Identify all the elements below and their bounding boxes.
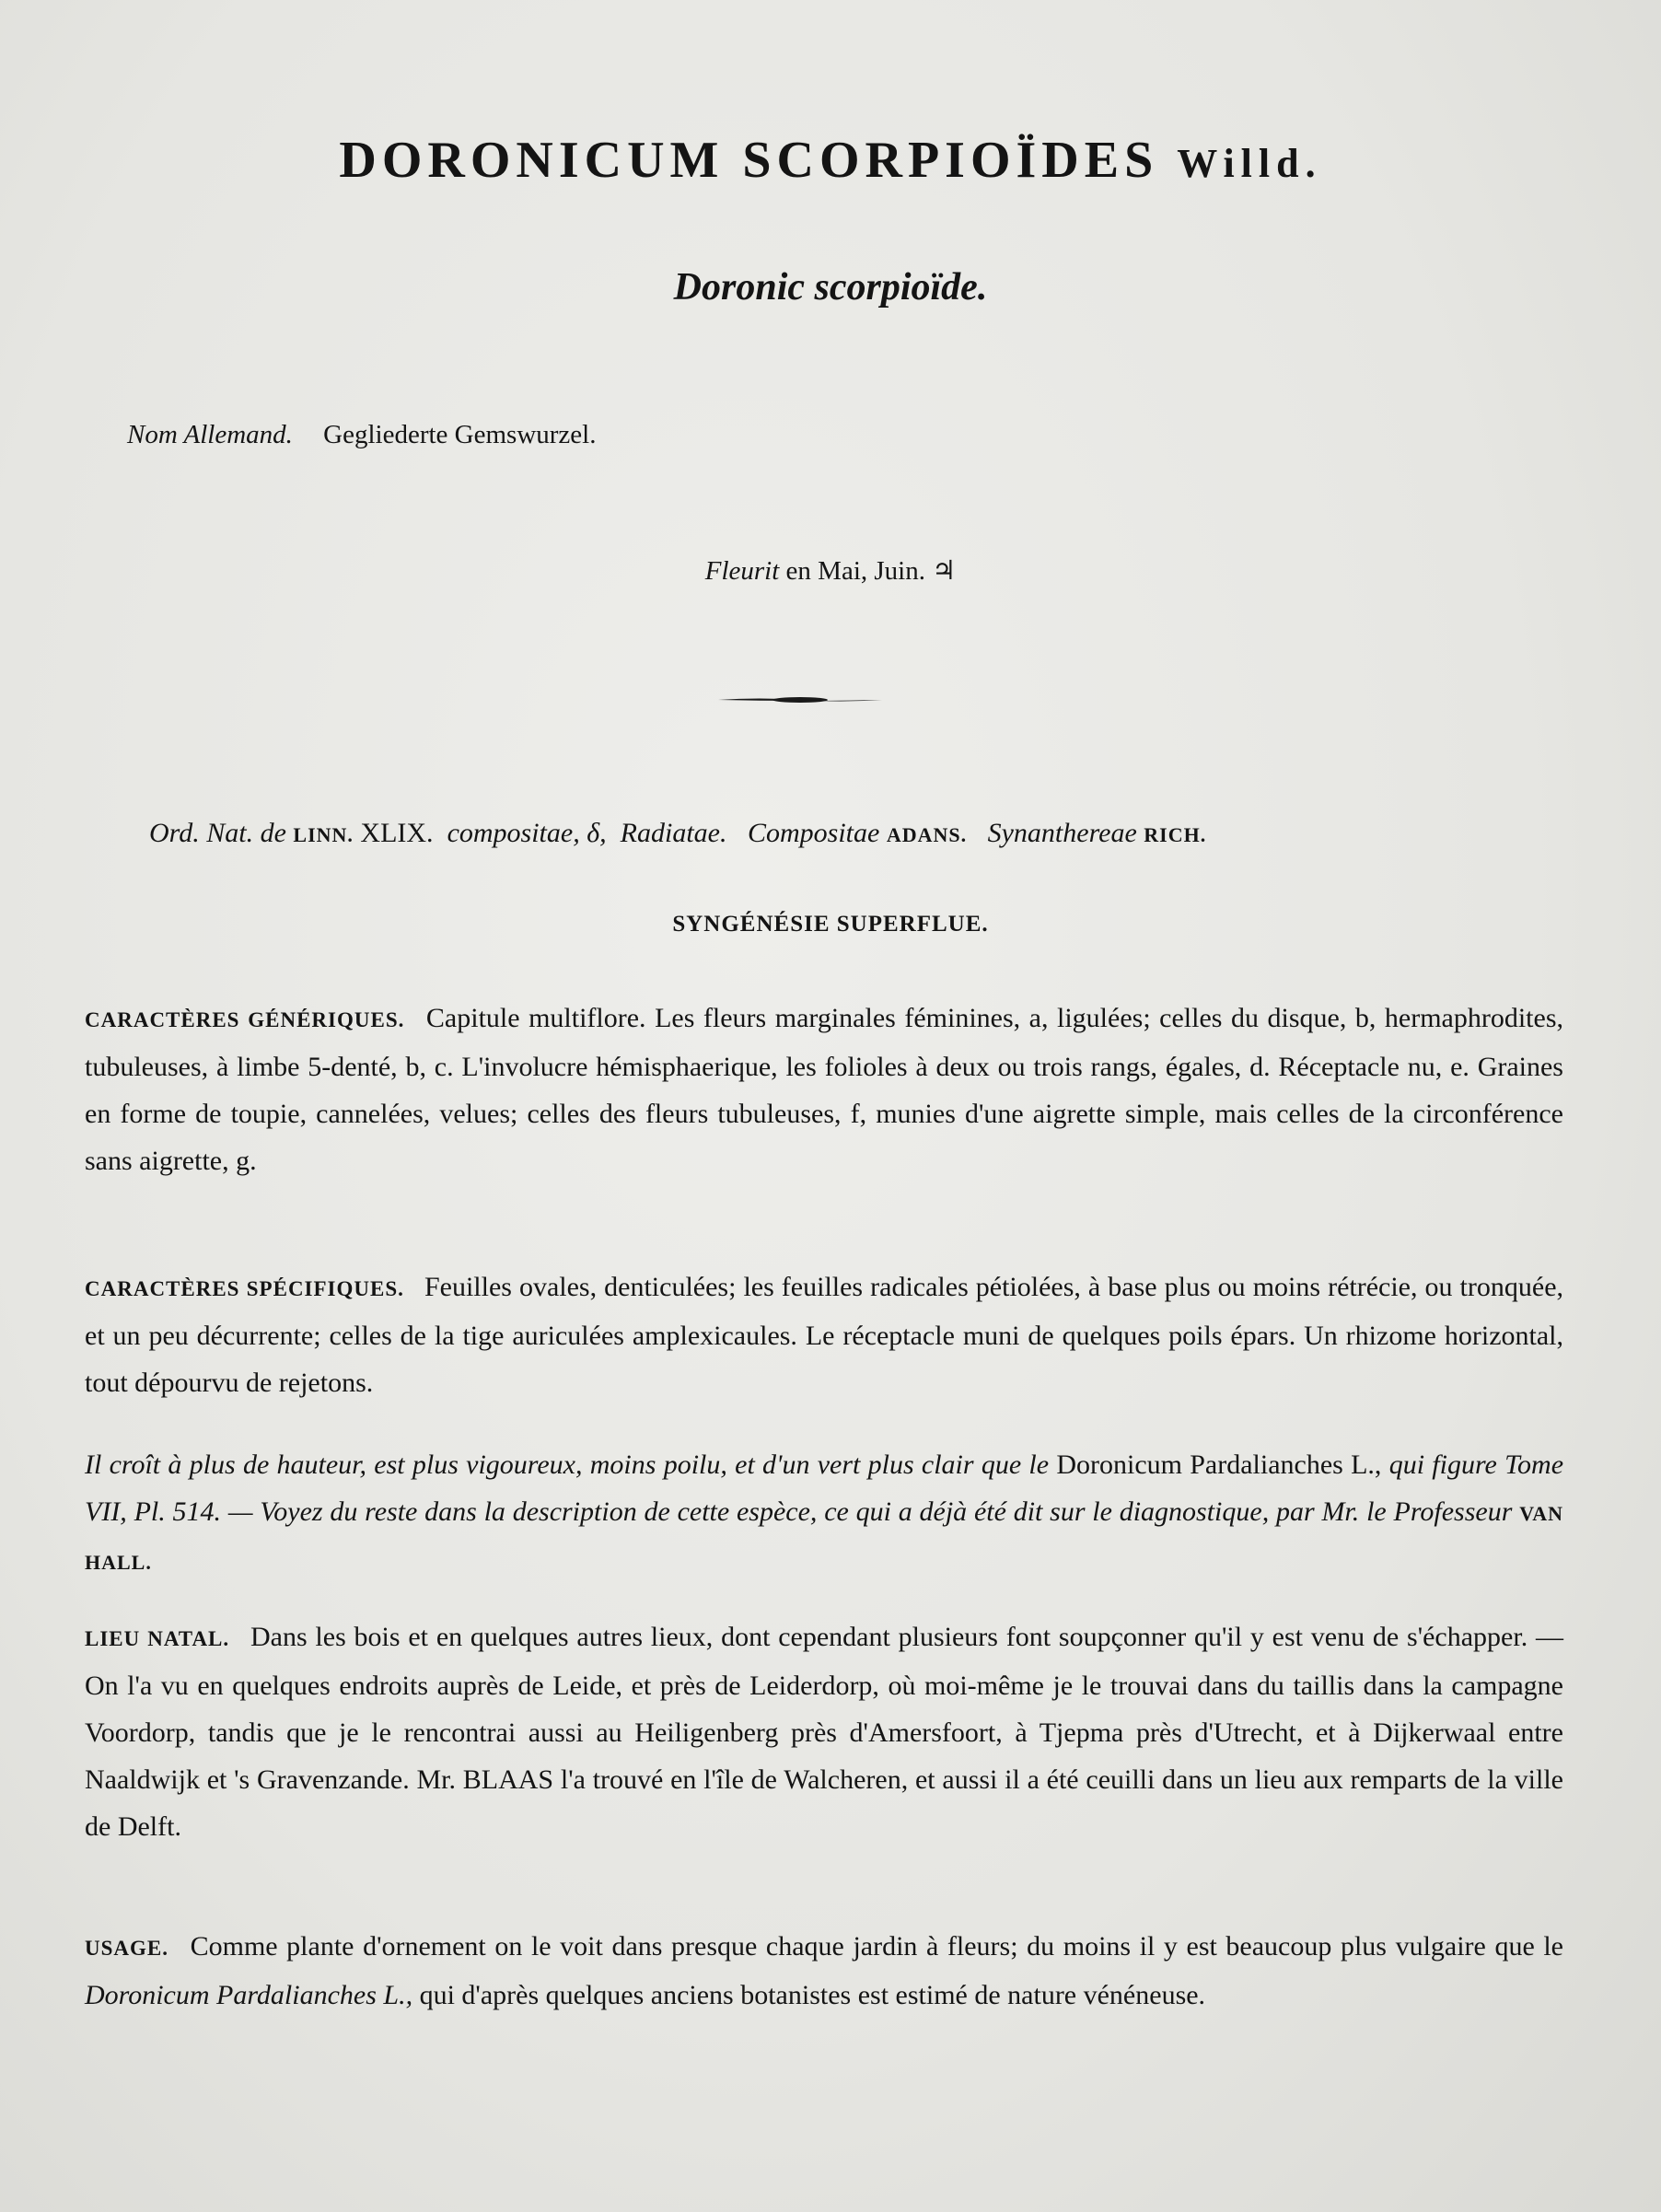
remark-text-3: qui figure Tome VII, Pl. 514. — Voyez du reste dans la description de cette espèce, ce qui a déjà été dit sur le diagnostique, par Mr. le Professeur: [85, 1449, 1564, 1527]
usage-heading: USAGE.: [85, 1937, 168, 1960]
specific-characters-paragraph: [85, 1263, 1563, 1406]
order-prefix: Ord. Nat. de: [149, 818, 286, 848]
remark-text-1: Il croît à plus de hauteur, est plus vigoureux, moins poilu, et d'un vert plus clair que le: [85, 1449, 1050, 1480]
order-delta: δ,: [587, 818, 607, 848]
usage-text-1: Comme plante d'ornement on le voit dans presque chaque jardin à fleurs; du moins il y est beaucoup plus vulgaire que le: [190, 1931, 1564, 1962]
order-synanthereae: Synanthereae: [987, 818, 1137, 848]
remark-professor: VAN HALL.: [85, 1502, 1564, 1574]
remark-text-2: Doronicum Pardalianches L.,: [1056, 1449, 1382, 1480]
flowering-line: [0, 554, 1661, 587]
flowering-value: en Mai, Juin. ♃: [785, 556, 957, 586]
generic-characters-text: Capitule multiflore. Les fleurs marginales féminines, a, ligulées; celles du disque, b, hermaphrodites, tubuleuses, à limbe 5-denté, b, c. L'involucre hémisphaerique, les folioles à deux ou trois rangs, égales, d. Réceptacle nu, e. Graines en forme de toupie, cannelées, velues; celles des fleurs tubuleuses, f, munies d'une aigrette simple, mais celles de la circonférence sans aigrette, g.: [85, 1003, 1563, 1176]
generic-characters-heading: CARACTÈRES GÉNÉRIQUES.: [85, 1008, 405, 1031]
order-rich: RICH.: [1144, 823, 1207, 846]
generic-characters-paragraph: [85, 995, 1563, 1184]
native-place-heading: LIEU NATAL.: [85, 1627, 230, 1650]
usage-text-2: Doronicum Pardalianches L.,: [85, 1980, 413, 2010]
remark-paragraph: [85, 1441, 1563, 1586]
specific-characters-text: Feuilles ovales, denticulées; les feuilles radicales pétiolées, à base plus ou moins rétrécie, ou tronquée, et un peu décurrente; celles de la tige auriculées amplexicaules. Le réceptacle muni de quelques poils épars. Un rhizome horizontal, tout dépourvu de rejetons.: [85, 1272, 1564, 1398]
class-heading: SYNGÉNÉSIE SUPERFLUE.: [672, 912, 989, 937]
order-number: XLIX.: [360, 818, 434, 848]
divider-ornament: [718, 693, 882, 707]
order-adans: ADANS.: [886, 823, 968, 846]
page-title: [0, 131, 1661, 190]
order-linn: LINN.: [293, 823, 354, 846]
title-author: Willd.: [1177, 141, 1322, 186]
flowering-label: Fleurit: [704, 556, 780, 586]
specific-characters-heading: CARACTÈRES SPÉCIFIQUES.: [85, 1277, 404, 1300]
german-name-label: Nom Allemand.: [127, 420, 293, 449]
order-radiatae: Radiatae.: [620, 818, 727, 848]
title-species: DORONICUM SCORPIOÏDES: [339, 132, 1159, 189]
usage-text-3: qui d'après quelques anciens botanistes est estimé de nature vénéneuse.: [419, 1980, 1206, 2010]
french-name: Doronic scorpioïde.: [673, 266, 988, 309]
german-name-line: [127, 420, 596, 450]
native-place-text: Dans les bois et en quelques autres lieux, dont cependant plusieurs font soupçonner qu'il y est venu de s'échapper. — On l'a vu en quelques endroits auprès de Leide, et près de Leiderdorp, où moi-même je le trouvai dans du taillis dans la campagne Voordorp, tandis que je le rencontrai aussi au Heiligenberg près d'Amersfoort, à Tjepma près d'Utrecht, et à Dijkerwaal entre Naaldwijk et 's Gravenzande. Mr. BLAAS l'a trouvé en l'île de Walcheren, et aussi il a été ceuilli dans un lieu aux remparts de la ville de Delft.: [85, 1622, 1564, 1842]
german-name-value: Gegliederte Gemswurzel.: [323, 420, 597, 449]
order-compositae: compositae,: [447, 818, 580, 848]
native-place-paragraph: [85, 1613, 1563, 1850]
natural-order-line: [149, 818, 1206, 849]
order-compositae-adans: Compositae: [747, 818, 880, 848]
usage-paragraph: [85, 1923, 1563, 2019]
